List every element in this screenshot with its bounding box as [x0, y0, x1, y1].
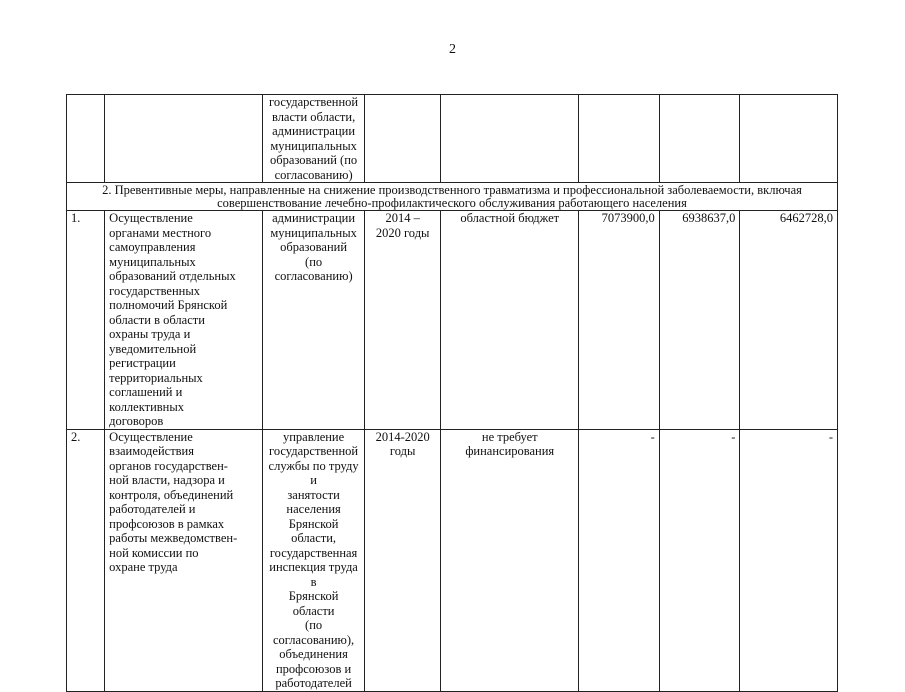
cell-amount-2 [659, 95, 740, 183]
cell-amount-3: - [740, 429, 838, 691]
cell-activity [105, 95, 263, 183]
cell-amount-1: - [579, 429, 660, 691]
table-row [67, 211, 838, 430]
cell-amount-2: 6938637,0 [659, 211, 740, 430]
cell-amount-1: 7073900,0 [579, 211, 660, 430]
program-table [66, 94, 838, 692]
cell-period: 2014 – 2020 годы [364, 211, 440, 430]
cell-period: 2014-2020 годы [364, 429, 440, 691]
cell-amount-3: 6462728,0 [740, 211, 838, 430]
cell-executor: государственной власти области, администрации муниципальных образований (по согласованию) [263, 95, 365, 183]
cell-period [364, 95, 440, 183]
cell-activity: Осуществление органами местного самоуправления муниципальных образований отдельных государственных полномочий Брянской области в области охраны труда и уведомительной регистрации территориальных соглашений и коллективных договоров [105, 211, 263, 430]
cell-executor: администрации муниципальных образований (по согласованию) [263, 211, 365, 430]
cell-funding-source: не требует финансирования [441, 429, 579, 691]
cell-amount-3 [740, 95, 838, 183]
cell-number: 2. [67, 429, 105, 691]
cell-funding-source: областной бюджет [441, 211, 579, 430]
cell-executor: управление государственной службы по труду и занятости населения Брянской области, государственная инспекция труда в Брянской области (по согласованию), объединения профсоюзов и работодателей [263, 429, 365, 691]
cell-number [67, 95, 105, 183]
cell-number: 1. [67, 211, 105, 430]
section-heading: 2. Превентивные меры, направленные на снижение производственного травматизма и профессиональной заболеваемости, включая совершенствование лечебно-профилактического обслуживания работающего населения [67, 183, 838, 211]
cell-amount-1 [579, 95, 660, 183]
page-number: 2 [449, 42, 456, 57]
cell-amount-2: - [659, 429, 740, 691]
cell-activity: Осуществление взаимодействия органов государствен- ной власти, надзора и контроля, объединений работодателей и профсоюзов в рамках работы межведомствен- ной комиссии по охране труда [105, 429, 263, 691]
table-row [67, 95, 838, 183]
cell-funding-source [441, 95, 579, 183]
table-row [67, 429, 838, 691]
section-heading-row [67, 183, 838, 211]
